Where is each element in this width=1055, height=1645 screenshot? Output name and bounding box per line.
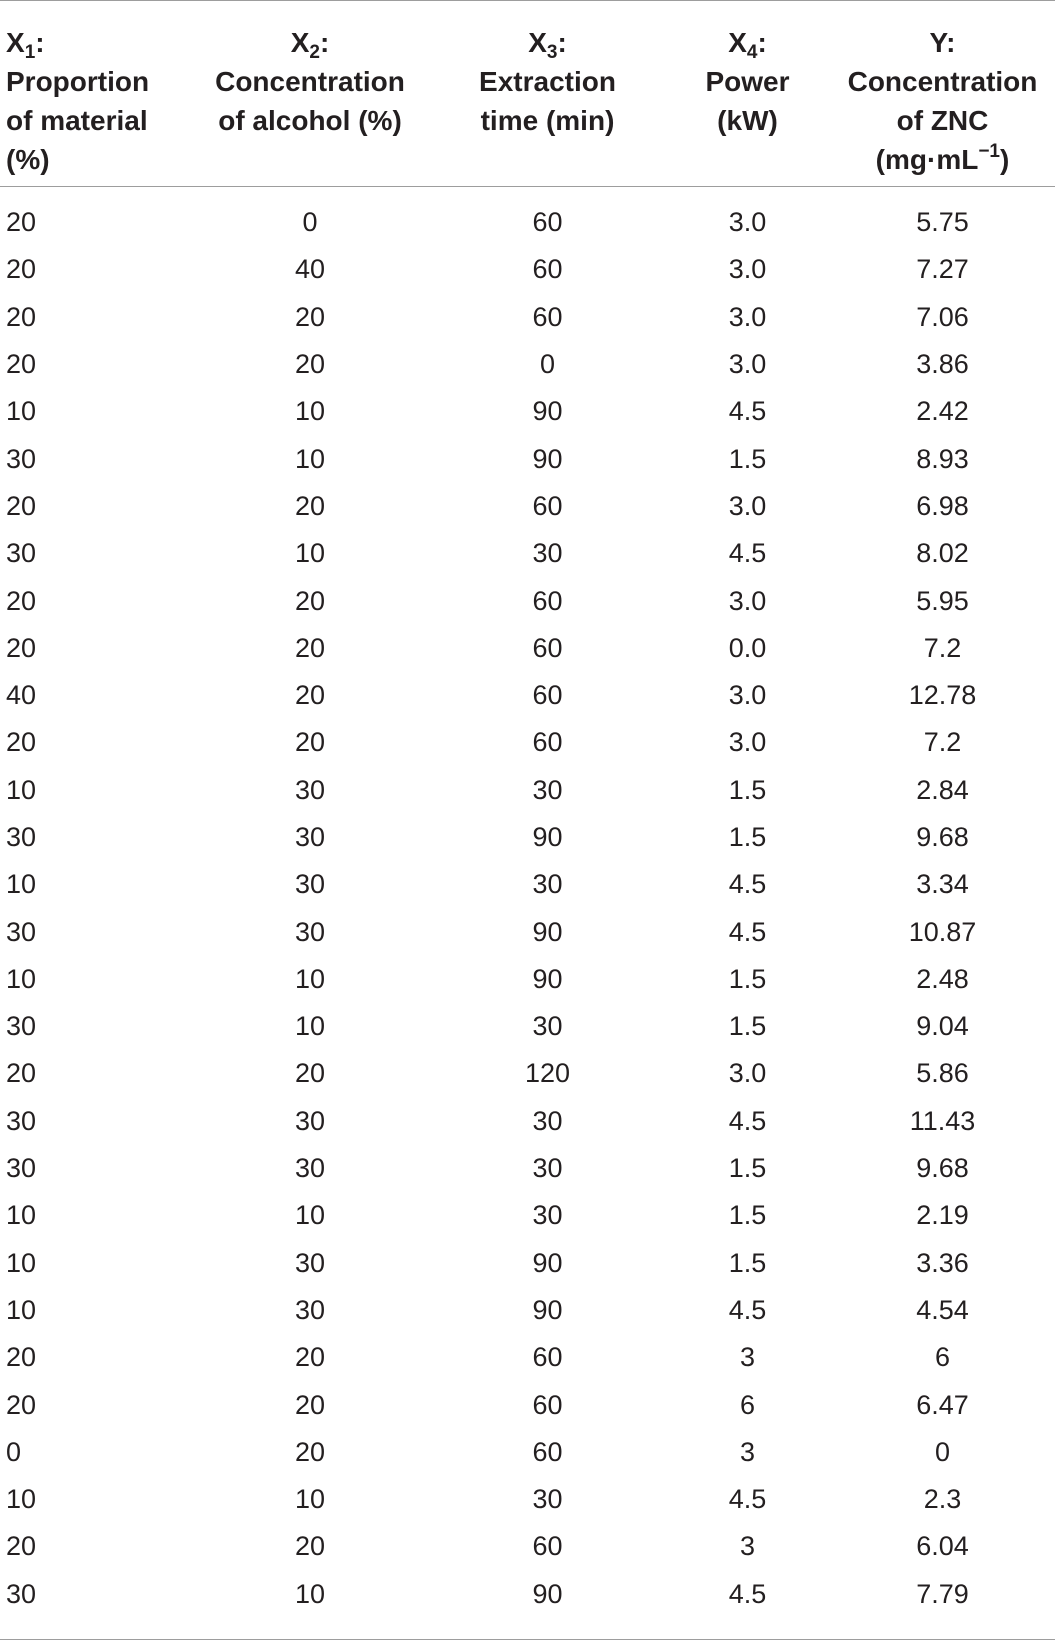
table-cell: 6.47 — [916, 1389, 969, 1420]
table-cell: 30 — [294, 1105, 326, 1136]
table-row — [0, 719, 1055, 766]
table-row — [0, 1145, 1055, 1192]
column-header-5 — [830, 1, 1055, 187]
table-cell: 10 — [294, 443, 326, 474]
column-label-line: Power — [705, 66, 790, 97]
table-cell: 4.5 — [728, 1105, 767, 1136]
table-cell: 1.5 — [728, 774, 767, 805]
column-header-2 — [190, 1, 430, 187]
table-cell: 20 — [294, 680, 326, 711]
column-header-3 — [430, 1, 665, 187]
table-row — [0, 1523, 1055, 1570]
table-cell: 4.5 — [728, 1578, 767, 1609]
table-cell: 3.0 — [728, 301, 767, 332]
table-cell: 0 — [6, 1436, 22, 1467]
column-variable: $X_2$: — [290, 27, 330, 63]
table-cell: 7.2 — [923, 727, 962, 758]
table-cell: 4.5 — [728, 1484, 767, 1515]
table-cell: 20 — [6, 490, 37, 521]
table-cell: 0 — [302, 207, 318, 238]
table-cell: 20 — [6, 632, 37, 663]
table-cell: 30 — [6, 916, 37, 947]
table-cell: 4.5 — [728, 538, 767, 569]
table-cell: 6.98 — [916, 490, 969, 521]
table-cell: 3.0 — [728, 680, 767, 711]
table-cell: 30 — [532, 1105, 563, 1136]
table-cell: 3.0 — [728, 349, 767, 380]
table-cell: 20 — [6, 585, 37, 616]
table-cell: 60 — [532, 680, 563, 711]
table-cell: 7.79 — [916, 1578, 969, 1609]
table-cell: 10 — [6, 396, 37, 427]
table-cell: 20 — [294, 349, 326, 380]
table-cell: 2.42 — [916, 396, 969, 427]
table-cell: 30 — [532, 1200, 563, 1231]
table-row — [0, 577, 1055, 624]
table-row — [0, 908, 1055, 955]
table-cell: 20 — [294, 1342, 326, 1373]
table-cell: 60 — [532, 632, 563, 663]
table-cell: 7.27 — [916, 254, 969, 285]
table-cell: 10 — [294, 963, 326, 994]
table-row — [0, 483, 1055, 530]
table-row — [0, 767, 1055, 814]
table-cell: 30 — [532, 1484, 563, 1515]
table-cell: 3.0 — [728, 1058, 767, 1089]
table-row — [0, 435, 1055, 482]
table-cell: 30 — [6, 538, 37, 569]
table-cell: 2.84 — [916, 774, 969, 805]
table-row — [0, 1240, 1055, 1287]
table-cell: 30 — [532, 1153, 563, 1184]
table-cell: 90 — [532, 963, 563, 994]
table-cell: 60 — [532, 254, 563, 285]
table-cell: 120 — [524, 1058, 571, 1089]
table-cell: 30 — [532, 538, 563, 569]
column-header-4 — [665, 1, 830, 187]
table-cell: 20 — [6, 301, 37, 332]
variable-subscript: 2 — [309, 42, 320, 63]
table-cell: 90 — [532, 443, 563, 474]
table-cell: 10 — [294, 1484, 326, 1515]
column-label-line: $(mg\cdot mL^{-1})$ — [875, 141, 1010, 175]
table-cell: 3 — [739, 1436, 756, 1467]
table-cell: 10 — [6, 869, 37, 900]
table-cell: 30 — [532, 869, 563, 900]
table-cell: 6.04 — [916, 1531, 969, 1562]
table-cell: 4.5 — [728, 916, 767, 947]
column-label-line: Extraction — [479, 66, 616, 97]
table-cell: 8.02 — [916, 538, 969, 569]
table-cell: 10 — [294, 1578, 326, 1609]
table-cell: 4.5 — [728, 869, 767, 900]
table-cell: 11.43 — [909, 1105, 976, 1136]
table-cell: 1.5 — [728, 1153, 767, 1184]
table-header — [0, 1, 1055, 187]
table-row — [0, 1476, 1055, 1523]
table-cell: 2.19 — [916, 1200, 969, 1231]
table-cell: 10 — [294, 1011, 326, 1042]
table-cell: 10 — [6, 1484, 37, 1515]
table-cell: 90 — [532, 1247, 563, 1278]
table-cell: 20 — [6, 207, 37, 238]
table-cell: 20 — [6, 1531, 37, 1562]
table-row — [0, 1050, 1055, 1097]
table-cell: 3.0 — [728, 727, 767, 758]
table-cell: 30 — [294, 822, 326, 852]
table-cell: 10.87 — [908, 916, 977, 947]
table-cell: 10 — [6, 1247, 37, 1278]
table-row — [0, 861, 1055, 908]
table-cell: 20 — [6, 349, 37, 380]
table-cell: 60 — [532, 301, 563, 332]
table-cell: 60 — [532, 1531, 563, 1562]
table-cell: 20 — [294, 585, 326, 616]
table-cell: 0.0 — [728, 632, 767, 663]
table-cell: 5.86 — [916, 1058, 969, 1089]
table-cell: 90 — [532, 916, 563, 947]
header-row — [0, 1, 1055, 187]
table-cell: 3.86 — [916, 349, 969, 380]
table-cell: 2.3 — [923, 1484, 962, 1515]
table-cell: 0 — [934, 1436, 951, 1467]
table-cell: 30 — [294, 1294, 326, 1325]
table-row — [0, 1334, 1055, 1381]
column-header-1 — [0, 1, 190, 187]
table-row — [0, 814, 1055, 861]
table-cell: 1.5 — [728, 963, 767, 994]
table-row — [0, 1381, 1055, 1428]
column-variable: Y: — [929, 27, 956, 58]
table-cell: 90 — [532, 822, 563, 852]
table-cell: 20 — [6, 254, 37, 285]
table-cell: 1.5 — [728, 822, 767, 852]
table-cell: 7.2 — [923, 632, 962, 663]
table-row — [0, 187, 1055, 247]
table-cell: 12.78 — [908, 680, 977, 711]
table-cell: 20 — [294, 1058, 326, 1089]
table-cell: 9.68 — [916, 1153, 969, 1184]
table-cell: 30 — [294, 916, 326, 947]
table-cell: 20 — [294, 301, 326, 332]
table-cell: 30 — [294, 869, 326, 900]
table-cell: 4.5 — [728, 1294, 767, 1325]
table-row — [0, 672, 1055, 719]
table-cell: 30 — [294, 1247, 326, 1278]
variable-subscript: 4 — [746, 42, 758, 63]
table-row — [0, 1429, 1055, 1476]
column-variable: $X_1$: — [6, 27, 45, 63]
table-cell: 60 — [532, 1342, 563, 1373]
column-variable: $X_3$: — [528, 27, 567, 63]
table-cell: 30 — [6, 443, 37, 474]
table-cell: 9.04 — [916, 1011, 969, 1042]
table-row — [0, 341, 1055, 388]
table-cell: 60 — [532, 1389, 563, 1420]
table-cell: 4.54 — [916, 1294, 969, 1325]
table-cell: 20 — [294, 727, 326, 758]
unit-superscript: −1 — [978, 141, 1000, 162]
table-cell: 1.5 — [728, 1247, 767, 1278]
table-cell: 10 — [6, 774, 37, 805]
table-cell: 30 — [6, 1578, 37, 1609]
column-label-line: Concentration — [847, 66, 1038, 97]
column-label-line: of alcohol (%) — [218, 105, 402, 136]
table-cell: 0 — [539, 349, 556, 380]
column-label-line: (kW) — [717, 105, 778, 136]
table-cell: 4.5 — [728, 396, 767, 427]
table-cell: 30 — [6, 1011, 37, 1042]
table-cell: 20 — [6, 1342, 37, 1373]
table-row — [0, 246, 1055, 293]
table-cell: 60 — [532, 207, 563, 238]
column-variable: $X_4$: — [728, 27, 767, 63]
table-cell: 6 — [934, 1342, 951, 1373]
table-cell: 20 — [294, 1389, 326, 1420]
table-row — [0, 388, 1055, 435]
column-label-line: Concentration — [215, 66, 405, 97]
table-cell: 3.34 — [916, 869, 969, 900]
table-body — [0, 187, 1055, 1628]
table-cell: 5.75 — [916, 207, 969, 238]
table-cell: 40 — [6, 680, 37, 711]
table-cell: 20 — [6, 1389, 37, 1420]
table-cell: 30 — [6, 1105, 37, 1136]
table-row — [0, 956, 1055, 1003]
table-row — [0, 1192, 1055, 1239]
column-label-line: time (min) — [480, 105, 615, 136]
variable-subscript: 3 — [546, 42, 558, 63]
table-cell: 40 — [294, 254, 326, 285]
table-cell: 30 — [6, 1153, 37, 1184]
table-cell: 20 — [6, 1058, 37, 1089]
table-cell: 20 — [294, 490, 326, 521]
table-cell: 90 — [532, 1578, 563, 1609]
table-cell: 3.0 — [728, 585, 767, 616]
variable-subscript: 1 — [24, 42, 36, 63]
column-label-line: (%) — [6, 144, 50, 175]
table-cell: 90 — [532, 1294, 563, 1325]
table-cell: 30 — [532, 1011, 563, 1042]
table-cell: 20 — [6, 727, 37, 758]
table-row — [0, 1287, 1055, 1334]
table-cell: 90 — [532, 396, 563, 427]
bottom-rule — [0, 1639, 1055, 1640]
table-row — [0, 625, 1055, 672]
table-cell: 2.48 — [916, 963, 969, 994]
table-cell: 3 — [739, 1342, 756, 1373]
table-cell: 10 — [6, 1294, 37, 1325]
table-cell: 10 — [294, 538, 326, 569]
table-cell: 1.5 — [728, 443, 767, 474]
table-cell: 10 — [294, 396, 326, 427]
table-cell: 60 — [532, 490, 563, 521]
table-cell: 8.93 — [916, 443, 969, 474]
table-cell: 30 — [294, 774, 326, 805]
table-cell: 10 — [6, 963, 37, 994]
column-label-line: of material — [6, 105, 148, 136]
table-row — [0, 294, 1055, 341]
column-label-line: Proportion — [6, 66, 150, 97]
table-cell: 3.0 — [728, 254, 767, 285]
table-cell: 30 — [6, 822, 37, 852]
table-cell: 20 — [294, 1436, 326, 1467]
table-cell: 3 — [739, 1531, 756, 1562]
table-cell: 5.95 — [916, 585, 969, 616]
table-cell: 60 — [532, 585, 563, 616]
table-row — [0, 1098, 1055, 1145]
table-cell: 60 — [532, 1436, 563, 1467]
table-cell: 30 — [294, 1153, 326, 1184]
table-cell: 3.36 — [916, 1247, 969, 1278]
column-label-line: of ZNC — [896, 105, 989, 136]
table-cell: 7.06 — [916, 301, 969, 332]
table-cell: 10 — [294, 1200, 326, 1231]
table-cell: 6 — [739, 1389, 756, 1420]
table-cell: 3.0 — [728, 207, 767, 238]
table-cell: 3.0 — [728, 490, 767, 521]
table-cell: 1.5 — [728, 1200, 767, 1231]
table-cell: 30 — [532, 774, 563, 805]
table-cell: 1.5 — [728, 1011, 767, 1042]
table-cell: 20 — [294, 632, 326, 663]
table-cell: 9.68 — [916, 822, 969, 852]
table-cell: 10 — [6, 1200, 37, 1231]
table-row — [0, 1003, 1055, 1050]
table-row — [0, 530, 1055, 577]
table-row — [0, 1571, 1055, 1628]
table-cell: 60 — [532, 727, 563, 758]
table-cell: 20 — [294, 1531, 326, 1562]
